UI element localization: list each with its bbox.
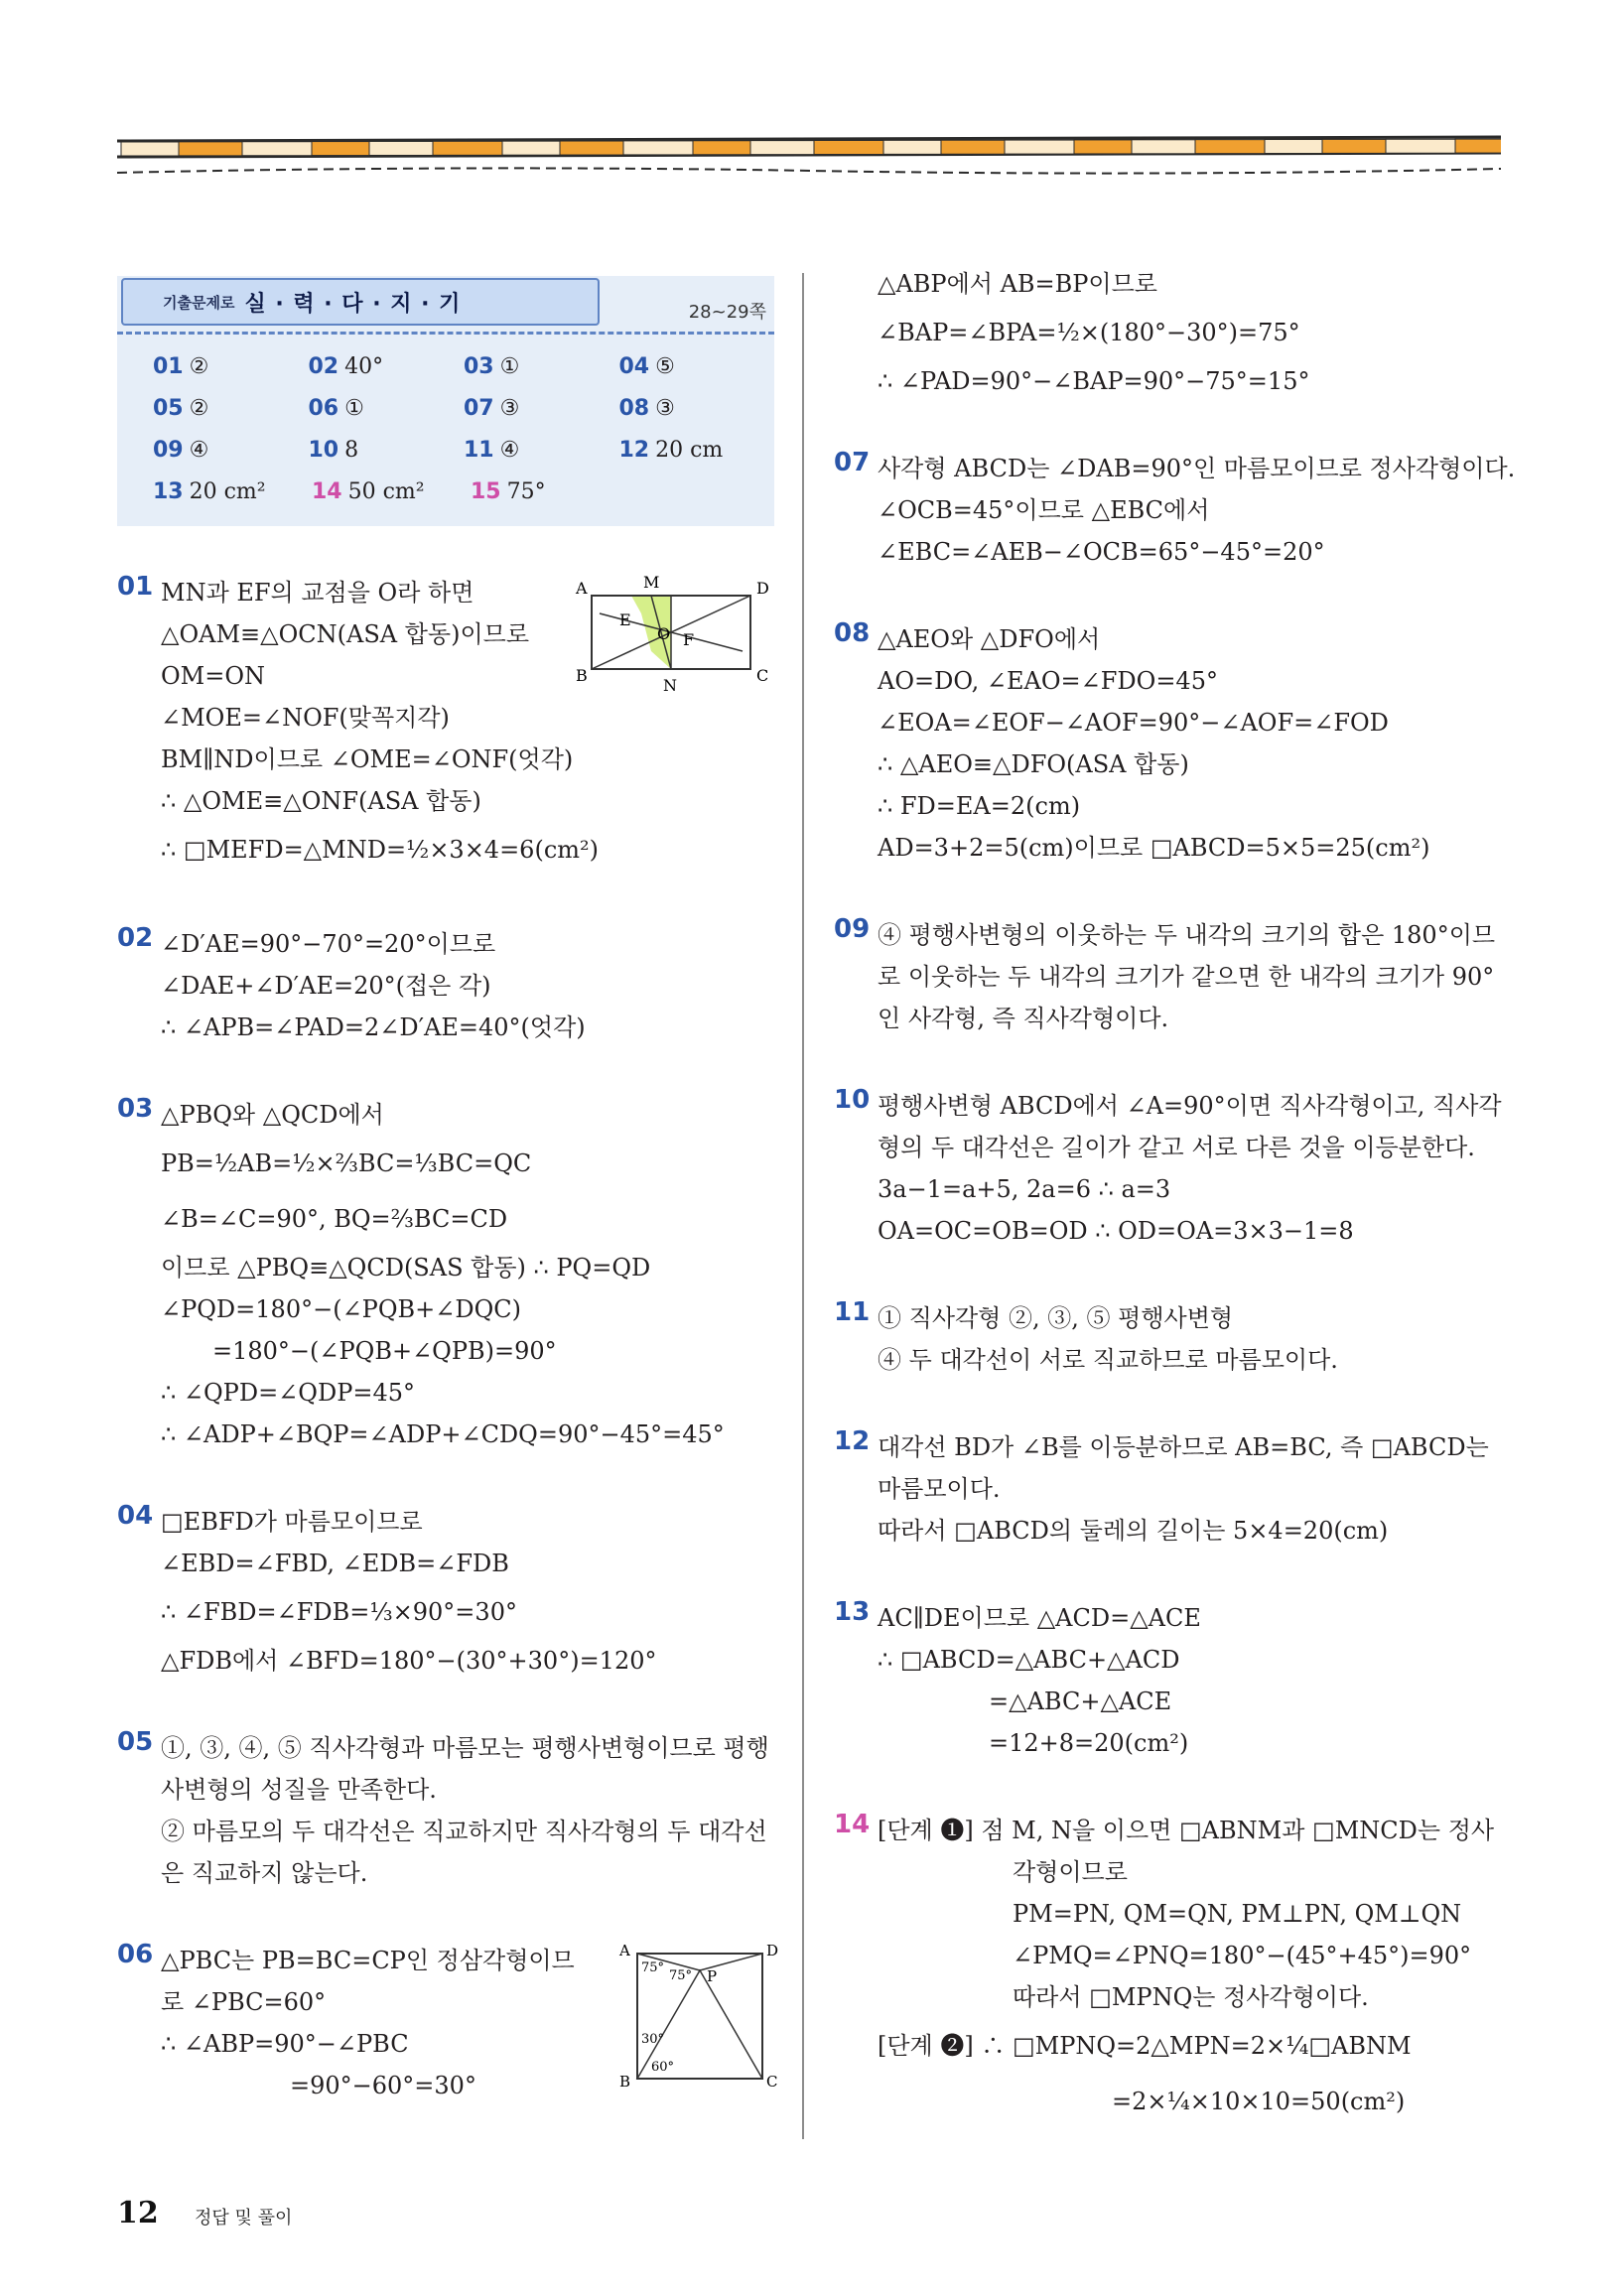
solution-line: ∠B=∠C=90°, BQ=⅔BC=CD xyxy=(161,1205,508,1233)
solution-line: △OAM≡△OCN(ASA 합동)이므로 xyxy=(161,620,530,648)
label-a: A xyxy=(576,579,588,598)
solution-body xyxy=(878,1810,1511,2129)
label-c: C xyxy=(756,666,769,685)
answer-cell xyxy=(153,354,309,379)
solution-line: PM=PN, QM=QN, PM⊥PN, QM⊥QN xyxy=(1013,1900,1462,1928)
label-p: P xyxy=(707,1967,718,1985)
solution-line: =2×¼×10×10=50(cm²) xyxy=(1112,2088,1406,2115)
solution-line: 이므로 △PBQ≡△QCD(SAS 합동) ∴ PQ=QD xyxy=(161,1254,651,1282)
answer-number: 13 xyxy=(153,478,184,504)
answer-row xyxy=(153,345,774,387)
answer-cell xyxy=(464,438,619,463)
solution-line: AO=DO, ∠EAO=∠FDO=45° xyxy=(878,667,1218,695)
answer-number: 10 xyxy=(308,437,339,463)
solution-line: 따라서 □ABCD의 둘레의 길이는 5×4=20(cm) xyxy=(878,1517,1389,1545)
band-block xyxy=(502,141,560,155)
solution-block xyxy=(834,1597,1511,1764)
answer-number: 14 xyxy=(312,478,342,504)
right-column xyxy=(834,263,1516,2129)
solution-line: ∠OCB=45°이므로 △EBC에서 xyxy=(878,496,1210,524)
band-block xyxy=(121,142,179,156)
top-decorative-band xyxy=(117,127,1501,183)
left-solutions xyxy=(117,572,779,2106)
angle-75-a: 75° xyxy=(641,1960,665,1975)
answer-number: 01 xyxy=(153,353,184,379)
answer-grid xyxy=(153,345,774,512)
solution-line: =90°−60°=30° xyxy=(290,2072,476,2099)
band-block xyxy=(179,142,242,156)
solution-line: △PBC는 PB=BC=CP인 정삼각형이므 xyxy=(161,1947,575,1974)
answer-number: 06 xyxy=(308,395,339,421)
band-block xyxy=(433,141,502,155)
answer-cell xyxy=(153,396,309,421)
answer-number: 03 xyxy=(464,353,494,379)
band-block xyxy=(623,141,693,155)
problem-number: 12 xyxy=(834,1426,871,1456)
answer-value: ① xyxy=(344,395,364,421)
label-m: M xyxy=(643,573,660,592)
solution-block xyxy=(834,448,1516,573)
solution-line: ① 직사각형 ②, ③, ⑤ 평행사변형 xyxy=(878,1304,1234,1332)
solution-block xyxy=(834,1810,1511,2129)
answer-cell xyxy=(619,354,775,379)
solution-line: [단계 ❷] ∴ □MPNQ=2△MPN=2×¼□ABNM xyxy=(878,2032,1412,2060)
solution-line: ∠MOE=∠NOF(맞꼭지각) xyxy=(161,704,450,732)
answer-row xyxy=(153,387,774,429)
answer-number: 05 xyxy=(153,395,184,421)
solution-line: △ABP에서 AB=BP이므로 xyxy=(878,270,1157,298)
answer-number: 11 xyxy=(464,437,494,463)
problem-number: 07 xyxy=(834,448,871,477)
answer-value: ③ xyxy=(499,395,520,421)
solution-body xyxy=(878,914,1511,1039)
solution-line: ∠EBC=∠AEB−∠OCB=65°−45°=20° xyxy=(878,538,1325,566)
answer-cell xyxy=(312,479,471,504)
solution-body xyxy=(161,1727,774,1894)
solution-line: ∴ FD=EA=2(cm) xyxy=(878,792,1081,820)
page-range: 28~29쪽 xyxy=(688,302,766,323)
answer-row xyxy=(153,471,774,512)
solution-line: OM=ON xyxy=(161,662,266,690)
problem-number: 08 xyxy=(834,618,871,648)
answer-value: ② xyxy=(189,353,209,379)
solution-line: □EBFD가 마름모이므로 xyxy=(161,1508,423,1536)
answer-cell xyxy=(464,354,619,379)
solution-block xyxy=(117,1094,774,1455)
answer-value: ① xyxy=(499,353,520,379)
solution-line: ∠PQD=180°−(∠PQB+∠DQC) xyxy=(161,1295,521,1323)
solution-body xyxy=(878,1297,1511,1381)
problem-number: 02 xyxy=(117,923,154,953)
problem-number: 05 xyxy=(117,1727,154,1757)
band-block xyxy=(941,140,1005,154)
solution-line: ∴ ∠FBD=∠FDB=⅓×90°=30° xyxy=(161,1598,517,1626)
solution-line: 사각형 ABCD는 ∠DAB=90°인 마름모이므로 정사각형이다. xyxy=(878,455,1516,482)
band-block xyxy=(312,142,369,156)
column-divider xyxy=(802,273,804,2139)
solution-body xyxy=(878,1426,1511,1552)
answer-cell xyxy=(471,479,629,504)
page-number: 12 xyxy=(117,2196,159,2230)
answer-row xyxy=(153,429,774,471)
right-solutions xyxy=(834,263,1516,2129)
solution-block xyxy=(834,914,1511,1039)
problem-number: 11 xyxy=(834,1297,871,1327)
problem-number: 04 xyxy=(117,1501,154,1531)
dashed-rule xyxy=(117,332,774,335)
solution-line: ∠DAE+∠D′AE=20°(접은 각) xyxy=(161,972,491,1000)
solution-body xyxy=(878,1597,1511,1764)
band-block xyxy=(1265,140,1322,154)
band-block xyxy=(1386,139,1455,153)
solution-line: ①, ③, ④, ⑤ 직사각형과 마름모는 평행사변형이므로 평행사변형의 성질을 만족한다. xyxy=(161,1734,769,1804)
label-n: N xyxy=(663,676,677,695)
answer-cell xyxy=(619,438,775,463)
solution-line: ∠PMQ=∠PNQ=180°−(45°+45°)=90° xyxy=(1013,1942,1472,1969)
solution-line: 대각선 BD가 ∠B를 이등분하므로 AB=BC, 즉 □ABCD는 마름모이다. xyxy=(878,1433,1489,1503)
band-block xyxy=(1132,140,1195,154)
answer-number: 08 xyxy=(618,395,650,421)
label-o: O xyxy=(657,624,671,643)
problem-number: 09 xyxy=(834,914,871,944)
problem-number: 01 xyxy=(117,572,154,602)
solution-line: ∴ ∠PAD=90°−∠BAP=90°−75°=15° xyxy=(878,367,1310,395)
answer-summary-box xyxy=(117,276,774,526)
solution-line: ④ 평행사변형의 이웃하는 두 내각의 크기의 합은 180°이므로 이웃하는 두 내각의 크기가 같으면 한 내각의 크기가 90°인 사각형, 즉 직사각형이다. xyxy=(878,921,1496,1032)
problem-number: 14 xyxy=(834,1810,871,1839)
solution-line: 평행사변형 ABCD에서 ∠A=90°이면 직사각형이고, 직사각형의 두 대각선은 길이가 같고 서로 다른 것을 이등분한다. xyxy=(878,1092,1502,1161)
solution-body xyxy=(161,1501,774,1682)
solution-line: ∴ △AEO≡△DFO(ASA 합동) xyxy=(878,750,1189,778)
answer-value: 20 cm xyxy=(655,437,724,463)
left-column xyxy=(117,276,779,2106)
solution-body xyxy=(161,1094,774,1455)
solution-line: ∴ ∠QPD=∠QDP=45° xyxy=(161,1379,416,1407)
solution-line: AC∥DE이므로 △ACD=△ACE xyxy=(878,1604,1201,1632)
band-block xyxy=(560,141,623,155)
band-block xyxy=(1195,140,1265,154)
answer-cell xyxy=(464,396,619,421)
solution-block xyxy=(834,263,1511,402)
answer-cell xyxy=(153,438,309,463)
solution-block xyxy=(834,1297,1511,1381)
solution-block xyxy=(117,1727,774,1894)
solution-line: ∠EOA=∠EOF−∠AOF=90°−∠AOF=∠FOD xyxy=(878,709,1389,737)
solution-line: ∴ □MEFD=△MND=½×3×4=6(cm²) xyxy=(161,836,599,864)
figure-square-abcd xyxy=(615,1940,784,2089)
answer-value: 50 cm² xyxy=(347,478,425,504)
label-e: E xyxy=(619,610,631,629)
solution-line: 따라서 □MPNQ는 정사각형이다. xyxy=(1013,1983,1369,2011)
solution-body xyxy=(878,618,1511,869)
band-block xyxy=(242,142,312,156)
solution-line: △PBQ와 △QCD에서 xyxy=(161,1101,384,1129)
answer-cell xyxy=(309,354,465,379)
band-block xyxy=(1455,139,1501,153)
answer-number: 12 xyxy=(618,437,650,463)
label-b: B xyxy=(619,2073,631,2089)
solution-line: ∴ □ABCD=△ABC+△ACD xyxy=(878,1646,1180,1674)
answer-summary-tab xyxy=(121,278,600,326)
solution-line: ∴ △OME≡△ONF(ASA 합동) xyxy=(161,787,481,815)
band-block xyxy=(1005,140,1074,154)
label-a: A xyxy=(619,1942,630,1959)
solution-line: [단계 ❶] 점 M, N을 이으면 □ABNM과 □MNCD는 정사 xyxy=(878,1817,1495,1844)
solution-line: =△ABC+△ACE xyxy=(989,1688,1172,1715)
solution-line: BM∥ND이므로 ∠OME=∠ONF(엇각) xyxy=(161,745,574,773)
solution-body xyxy=(878,1085,1511,1252)
answer-value: ④ xyxy=(499,437,520,463)
band-block xyxy=(1074,140,1132,154)
answer-number: 09 xyxy=(153,437,184,463)
tab-subtitle: 기출문제로 xyxy=(163,293,235,312)
label-c: C xyxy=(766,2073,778,2089)
answer-number: 15 xyxy=(471,478,501,504)
answer-cell xyxy=(309,438,465,463)
figure-rectangle-abcd xyxy=(572,568,770,697)
solution-line: ∴ ∠ABP=90°−∠PBC xyxy=(161,2030,409,2058)
solution-line: OA=OC=OB=OD ∴ OD=OA=3×3−1=8 xyxy=(878,1217,1354,1245)
answer-cell xyxy=(309,396,465,421)
answer-value: ⑤ xyxy=(655,353,675,379)
band-block xyxy=(883,140,941,154)
solution-line: 각형이므로 xyxy=(1013,1858,1128,1886)
answer-value: 20 cm² xyxy=(189,478,266,504)
solution-line: ∠EBD=∠FBD, ∠EDB=∠FDB xyxy=(161,1550,509,1577)
solution-line: △AEO와 △DFO에서 xyxy=(878,625,1101,653)
solution-block xyxy=(834,1426,1511,1552)
problem-number: 10 xyxy=(834,1085,871,1115)
label-b: B xyxy=(576,666,588,685)
band-block xyxy=(693,141,750,155)
band-block xyxy=(369,141,433,155)
solution-line: ∴ ∠APB=∠PAD=2∠D′AE=40°(엇각) xyxy=(161,1013,586,1041)
band-block xyxy=(750,141,814,155)
solution-line: ④ 두 대각선이 서로 직교하므로 마름모이다. xyxy=(878,1346,1338,1374)
problem-number: 03 xyxy=(117,1094,154,1124)
solution-line: PB=½AB=½×⅔BC=⅓BC=QC xyxy=(161,1149,532,1177)
problem-number: 06 xyxy=(117,1940,154,1969)
label-d: D xyxy=(756,579,769,598)
answer-value: ④ xyxy=(189,437,209,463)
answer-cell xyxy=(619,396,775,421)
solution-line: 3a−1=a+5, 2a=6 ∴ a=3 xyxy=(878,1175,1171,1203)
angle-60: 60° xyxy=(651,2060,675,2075)
solution-line: ∠BAP=∠BPA=½×(180°−30°)=75° xyxy=(878,319,1300,346)
solution-body xyxy=(161,923,774,1048)
tab-title: 실 · 력 · 다 · 지 · 기 xyxy=(244,291,462,317)
answer-number: 04 xyxy=(618,353,650,379)
answer-value: 40° xyxy=(344,353,384,379)
answer-value: 8 xyxy=(344,437,359,463)
answer-number: 02 xyxy=(308,353,339,379)
problem-number: 13 xyxy=(834,1597,871,1627)
label-f: F xyxy=(683,630,695,649)
solution-block xyxy=(834,618,1511,869)
answer-number: 07 xyxy=(464,395,494,421)
solution-line: ② 마름모의 두 대각선은 직교하지만 직사각형의 두 대각선은 직교하지 않는다. xyxy=(161,1818,767,1887)
label-d: D xyxy=(766,1942,779,1959)
angle-75-b: 75° xyxy=(669,1968,693,1983)
solution-line: ∠D′AE=90°−70°=20°이므로 xyxy=(161,930,496,958)
solution-line: 로 ∠PBC=60° xyxy=(161,1988,327,2016)
solution-block xyxy=(117,923,774,1048)
solution-line: =180°−(∠PQB+∠QPB)=90° xyxy=(212,1337,557,1365)
solution-block xyxy=(117,572,774,878)
solution-line: AD=3+2=5(cm)이므로 □ABCD=5×5=25(cm²) xyxy=(878,834,1430,862)
solution-line: △FDB에서 ∠BFD=180°−(30°+30°)=120° xyxy=(161,1647,657,1675)
band-block xyxy=(1322,139,1386,153)
answer-value: ② xyxy=(189,395,209,421)
solution-line: =12+8=20(cm²) xyxy=(989,1729,1189,1757)
footer-label: 정답 및 풀이 xyxy=(195,2208,293,2228)
band-block xyxy=(814,140,883,154)
solution-body xyxy=(878,263,1511,402)
solution-line: MN과 EF의 교점을 O라 하면 xyxy=(161,579,474,607)
solution-block xyxy=(117,1940,779,2106)
answer-value: 75° xyxy=(506,478,546,504)
answer-cell xyxy=(153,479,312,504)
angle-30: 30° xyxy=(641,2032,665,2047)
solution-line: ∴ ∠ADP+∠BQP=∠ADP+∠CDQ=90°−45°=45° xyxy=(161,1420,725,1448)
solution-body xyxy=(878,448,1516,573)
solution-block xyxy=(834,1085,1511,1252)
answer-value: ③ xyxy=(655,395,675,421)
solution-block xyxy=(117,1501,774,1682)
